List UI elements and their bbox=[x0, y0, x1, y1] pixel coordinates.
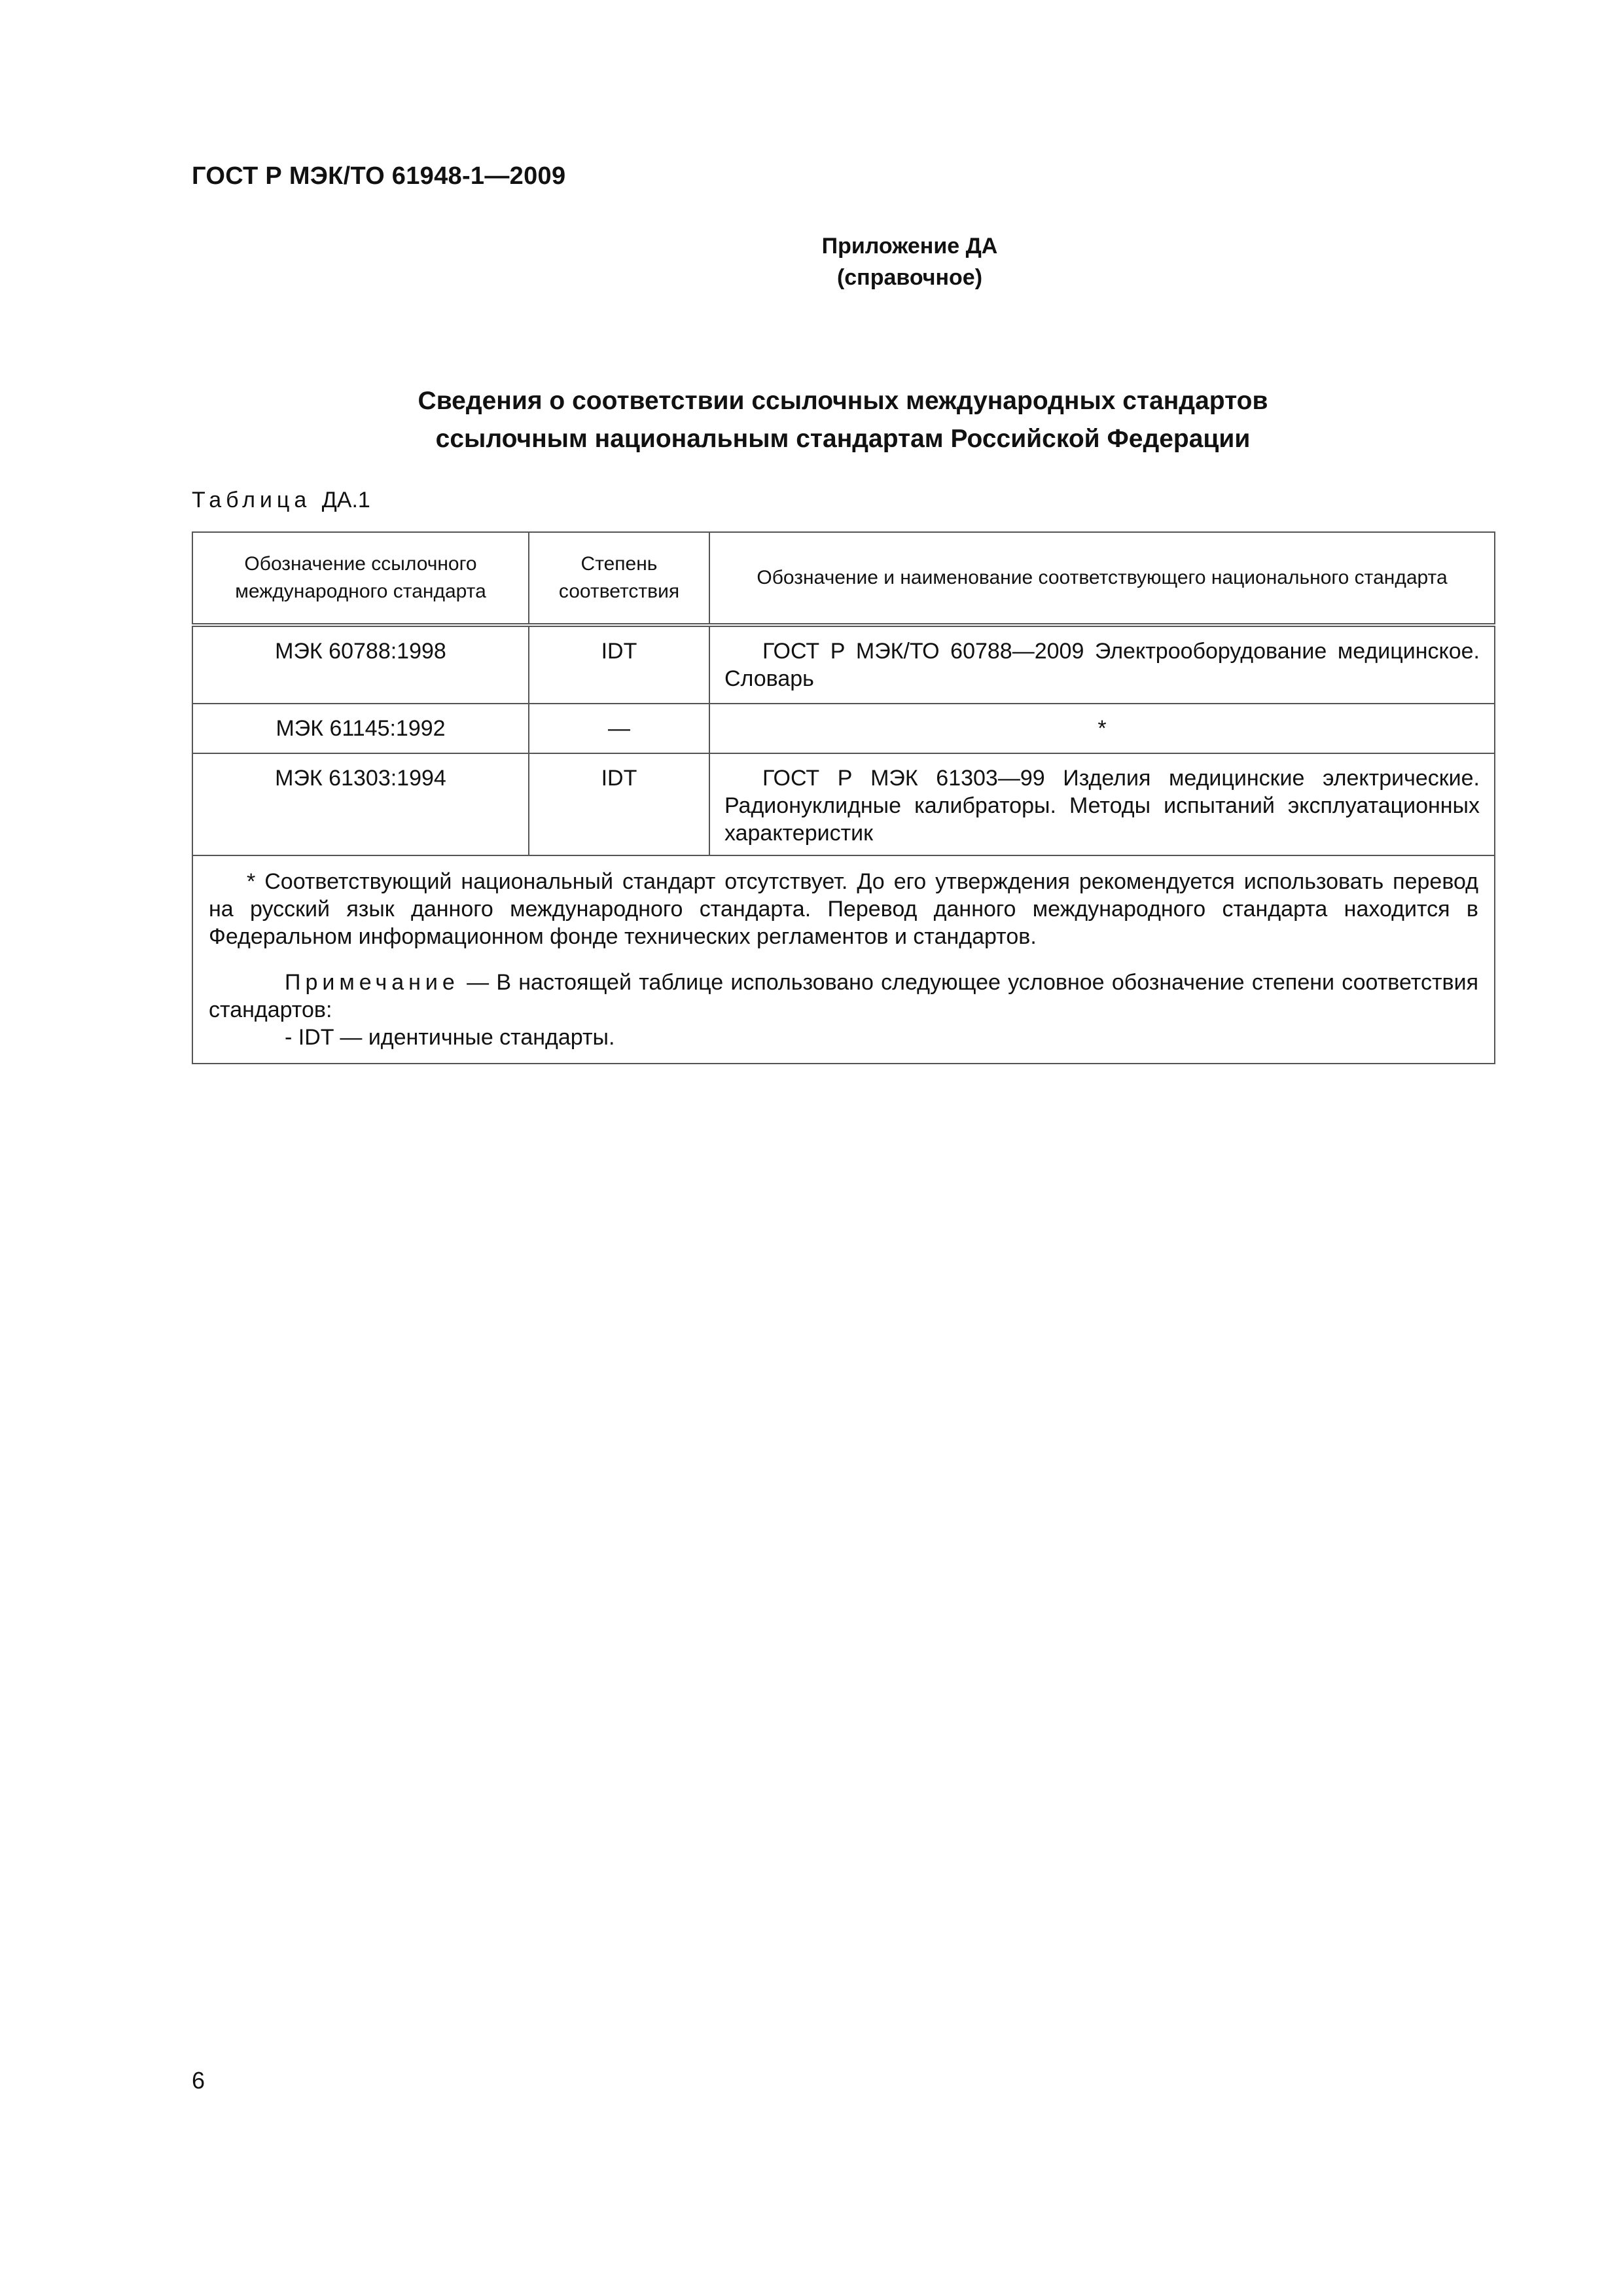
section-title bbox=[192, 382, 1494, 458]
appendix-subtitle: (справочное) bbox=[836, 265, 983, 290]
column-header-national-standard: Обозначение и наименование соответствующего национального стандарта bbox=[709, 532, 1495, 625]
table-row bbox=[192, 704, 1495, 753]
note-paragraph bbox=[209, 969, 1478, 1024]
table-row bbox=[192, 625, 1495, 704]
note-label: Примечание bbox=[285, 970, 459, 995]
table-footer-row bbox=[192, 855, 1495, 1064]
correspondence-table bbox=[192, 531, 1494, 1064]
section-title-line-2: ссылочным национальным стандартам Российской Федерации bbox=[435, 425, 1251, 453]
table-footnote-cell bbox=[192, 855, 1495, 1064]
table-caption bbox=[192, 488, 370, 513]
footnote-text: * Соответствующий национальный стандарт отсутствует. До его утверждения рекомендуется использовать перевод на русский язык данного международного стандарта. Перевод данного международного стандарта находится в Федеральном информационном фонде технических регламентов и стандартов. bbox=[209, 869, 1478, 949]
section-title-line-1: Сведения о соответствии ссылочных международных стандартов bbox=[418, 387, 1268, 415]
column-header-degree: Степень соответствия bbox=[529, 532, 709, 625]
document-designation: ГОСТ Р МЭК/ТО 61948-1—2009 bbox=[192, 162, 566, 190]
international-standard-cell: МЭК 61145:1992 bbox=[192, 704, 529, 753]
table-header-row bbox=[192, 532, 1495, 625]
page-number: 6 bbox=[192, 2067, 205, 2094]
international-standard-cell: МЭК 61303:1994 bbox=[192, 753, 529, 855]
table-caption-word: Таблица bbox=[192, 488, 312, 512]
degree-cell: — bbox=[529, 704, 709, 753]
appendix-heading bbox=[720, 230, 1099, 293]
national-standard-cell: ГОСТ Р МЭК/ТО 60788—2009 Электрооборудование медицинское. Словарь bbox=[709, 625, 1495, 704]
national-standard-cell: ГОСТ Р МЭК 61303—99 Изделия медицинские электрические. Радионуклидные калибраторы. Методы испытаний эксплуатационных характеристик bbox=[709, 753, 1495, 855]
international-standard-cell: МЭК 60788:1998 bbox=[192, 625, 529, 704]
note-item: - IDT — идентичные стандарты. bbox=[285, 1025, 615, 1050]
degree-cell: IDT bbox=[529, 753, 709, 855]
national-standard-cell: * bbox=[709, 704, 1495, 753]
column-header-international-standard: Обозначение ссылочного международного стандарта bbox=[192, 532, 529, 625]
degree-cell: IDT bbox=[529, 625, 709, 704]
appendix-title: Приложение ДА bbox=[821, 234, 998, 259]
table-row bbox=[192, 753, 1495, 855]
note-text: — В настоящей таблице использовано следующее условное обозначение степени соответствия стандартов: bbox=[209, 970, 1478, 1022]
table-caption-number: ДА.1 bbox=[321, 488, 370, 512]
